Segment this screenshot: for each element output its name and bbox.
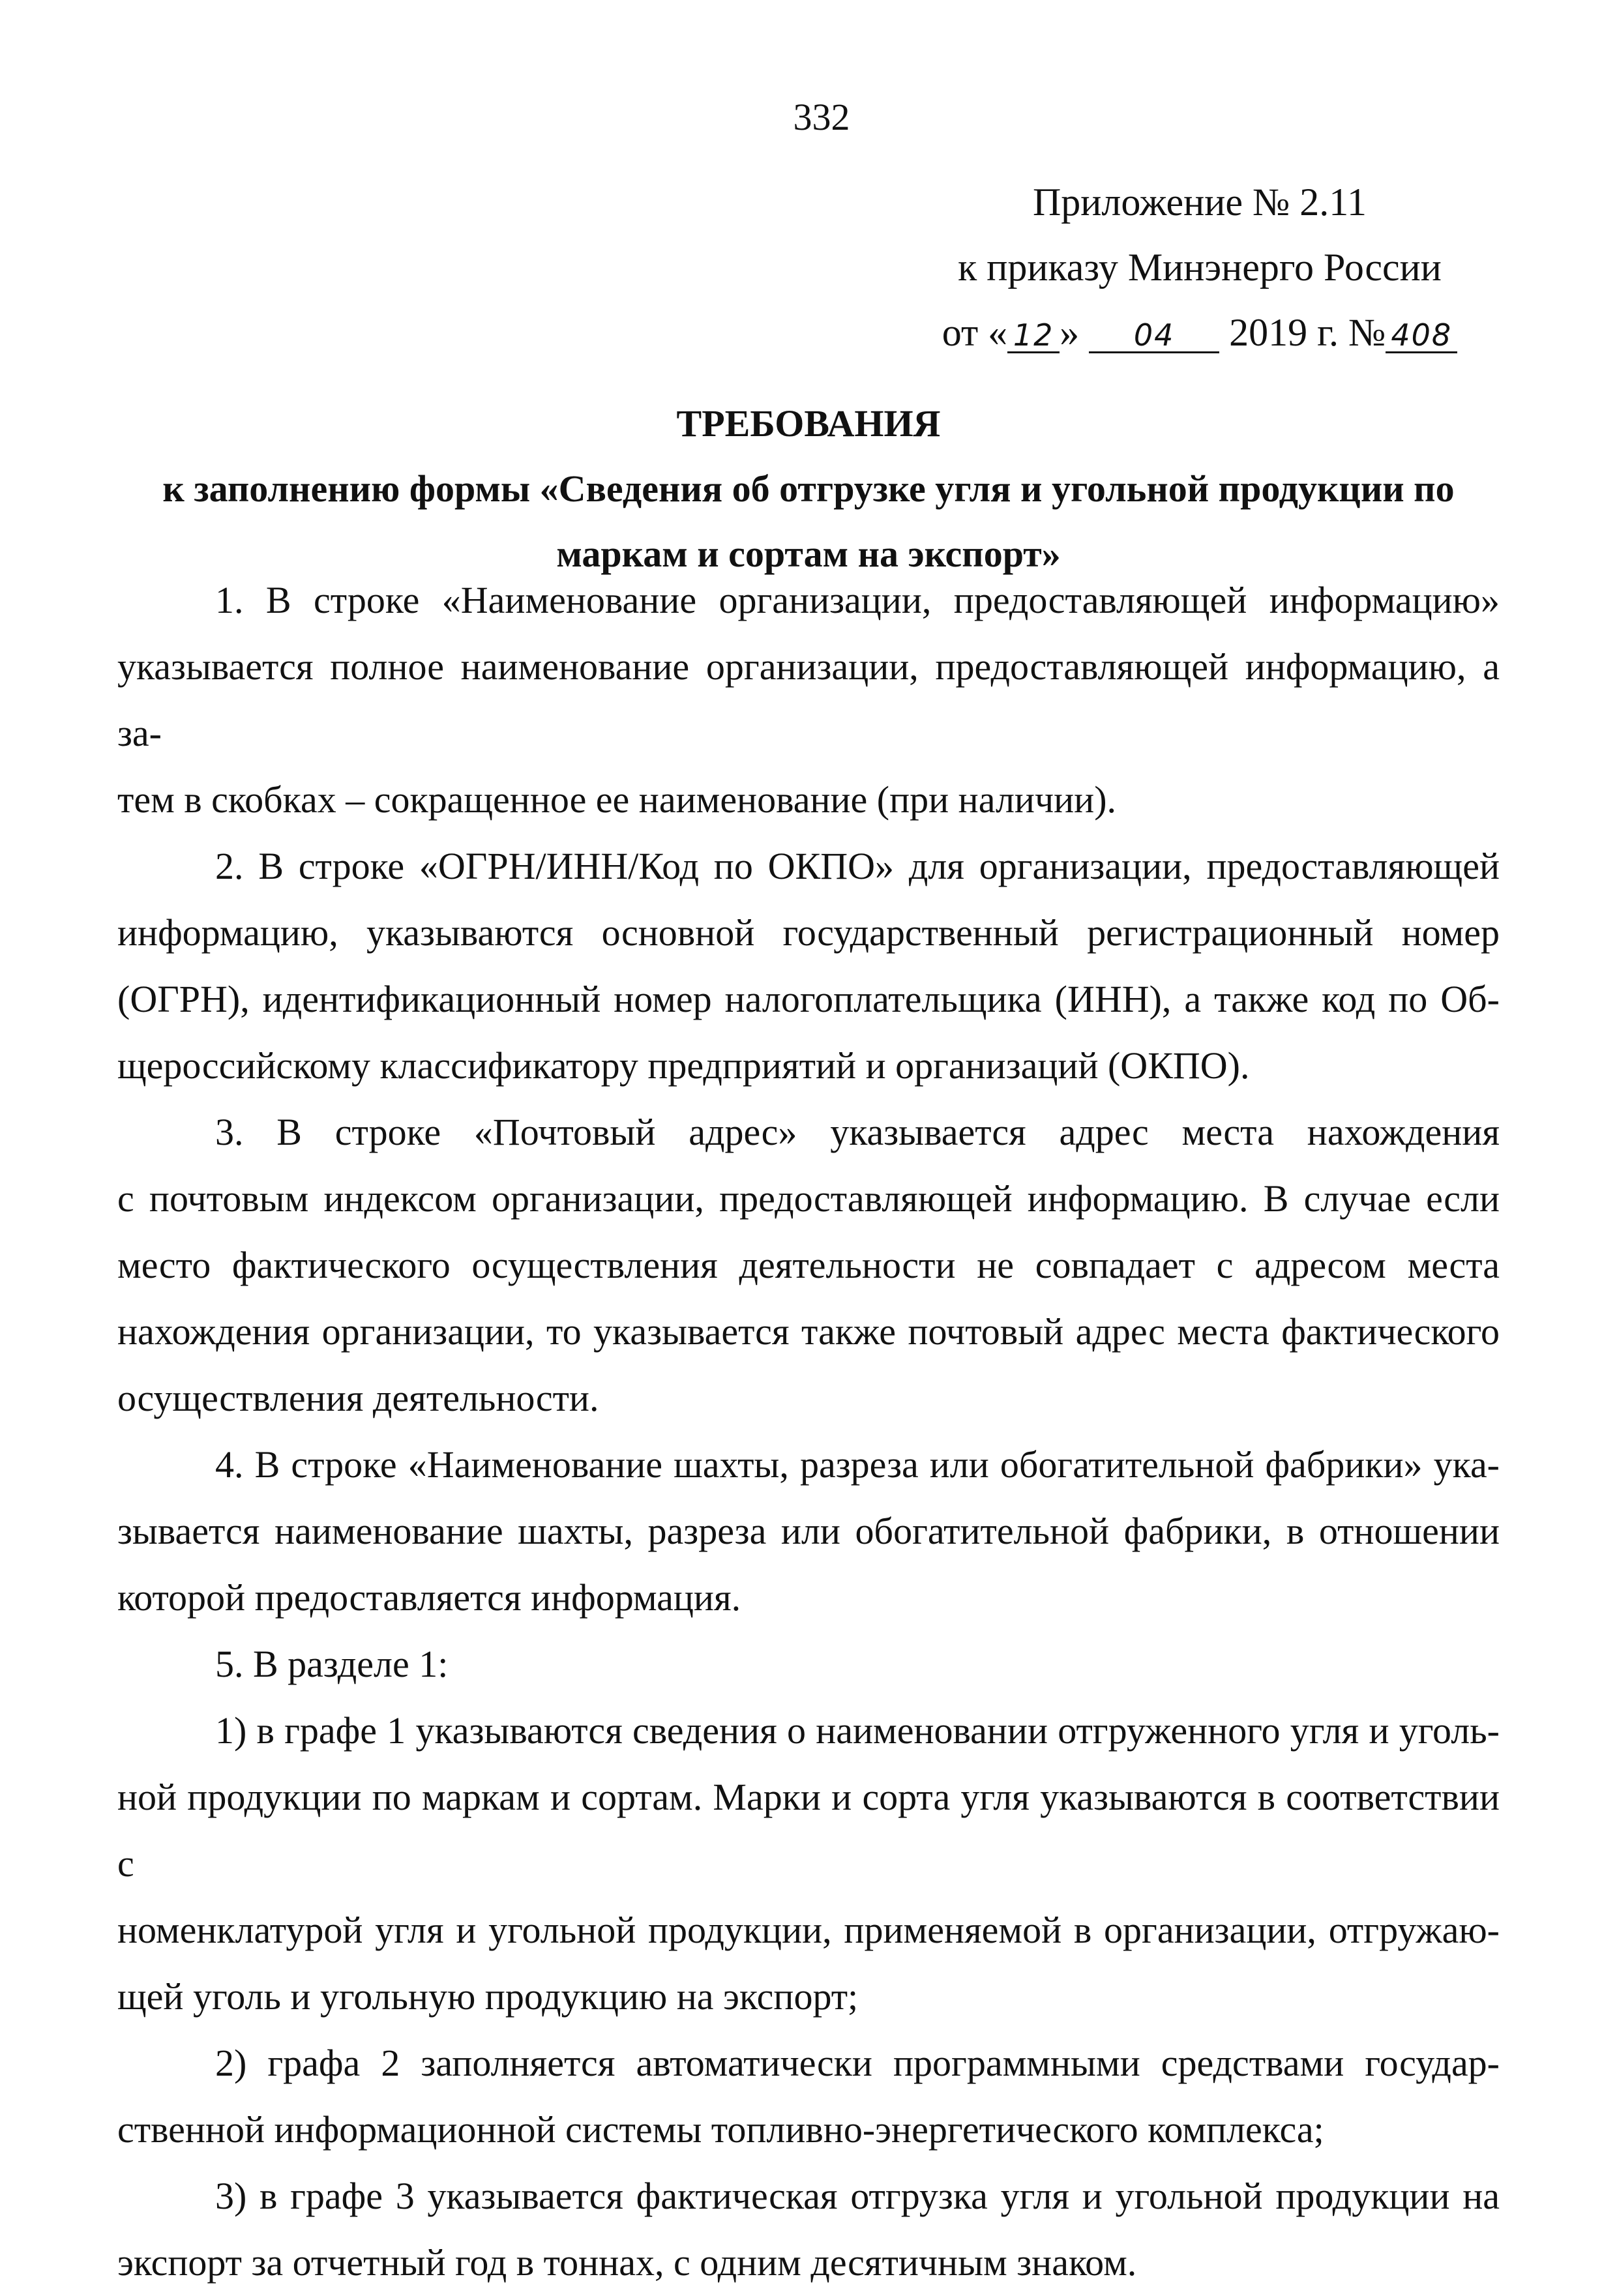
appendix-title: Приложение № 2.11 [1032,181,1367,224]
handwritten-day: 12 [1007,319,1060,353]
text-line: нахождения организации, то указывается также почтовый адрес места фактического [117,1310,1500,1353]
paragraph-8 [117,2163,1500,2296]
text-line: с почтовым индексом организации, предоставляющей информацию. В случае если [117,1177,1500,1220]
paragraph-6 [117,1698,1500,2030]
paragraph-2 [117,833,1500,1099]
date-prefix: от « [942,311,1008,354]
text-line: экспорт за отчетный год в тоннах, с одним десятичным знаком. [117,2241,1137,2284]
requirements-body [117,567,1500,2296]
paragraph-3 [117,1099,1500,1432]
paragraph-4 [117,1432,1500,1631]
appendix-date-line [913,300,1487,365]
text-line: 2) графа 2 заполняется автоматически программными средствами государ- [215,2042,1500,2084]
text-line: которой предоставляется информация. [117,1576,741,1619]
text-line: 3) в графе 3 указывается фактическая отгрузка угля и угольной продукции на [215,2175,1500,2217]
text-line: щей уголь и угольную продукцию на экспорт; [117,1975,859,2018]
text-line: 3. В строке «Почтовый адрес» указывается адрес места нахождения [215,1111,1500,1153]
text-line: 1. В строке «Наименование организации, предоставляющей информацию» [215,579,1500,621]
title-heading: ТРЕБОВАНИЯ [676,402,941,445]
text-line: (ОГРН), идентификационный номер налогоплательщика (ИНН), а также код по Об- [117,978,1500,1020]
text-line: информацию, указываются основной государственный регистрационный номер [117,911,1500,954]
handwritten-month: 04 [1089,319,1219,353]
date-year: 2019 г. № [1229,311,1386,354]
text-line: щероссийскому классификатору предприятий и организаций (ОКПО). [117,1044,1250,1087]
text-line: тем в скобках – сокращенное ее наименование (при наличии). [117,778,1117,821]
text-line: место фактического осуществления деятельности не совпадает с адресом места [117,1244,1500,1286]
text-line: 2. В строке «ОГРН/ИНН/Код по ОКПО» для организации, предоставляющей [215,845,1500,887]
text-line: 1) в графе 1 указываются сведения о наименовании отгруженного угля и уголь- [215,1709,1500,1752]
text-line: номенклатурой угля и угольной продукции, применяемой в организации, отгружаю- [117,1909,1500,1951]
text-line: ственной информационной системы топливно-энергетического комплекса; [117,2108,1324,2151]
paragraph-5 [117,1631,1500,1698]
text-line: указывается полное наименование организации, предоставляющей информацию, а за- [117,645,1500,754]
text-line: 5. В разделе 1: [215,1643,449,1685]
paragraph-7 [117,2030,1500,2163]
text-line: 4. В строке «Наименование шахты, разреза или обогатительной фабрики» ука- [215,1443,1500,1486]
appendix-header [913,169,1487,365]
title-subtitle-line-1: к заполнению формы «Сведения об отгрузке угля и угольной продукции по [162,467,1455,510]
handwritten-order-number: 408 [1386,319,1457,353]
text-line: осуществления деятельности. [117,1377,599,1419]
date-mid: » [1060,311,1080,354]
text-line: зывается наименование шахты, разреза или обогатительной фабрики, в отношении [117,1510,1500,1552]
paragraph-1 [117,567,1500,833]
appendix-order-ref: к приказу Минэнерго России [958,246,1442,289]
title-subtitle-line-2: маркам и сортам на экспорт» [556,533,1061,575]
document-title [117,391,1500,587]
text-line: ной продукции по маркам и сортам. Марки и сорта угля указываются в соответствии с [117,1776,1500,1885]
page-number: 332 [793,96,850,138]
